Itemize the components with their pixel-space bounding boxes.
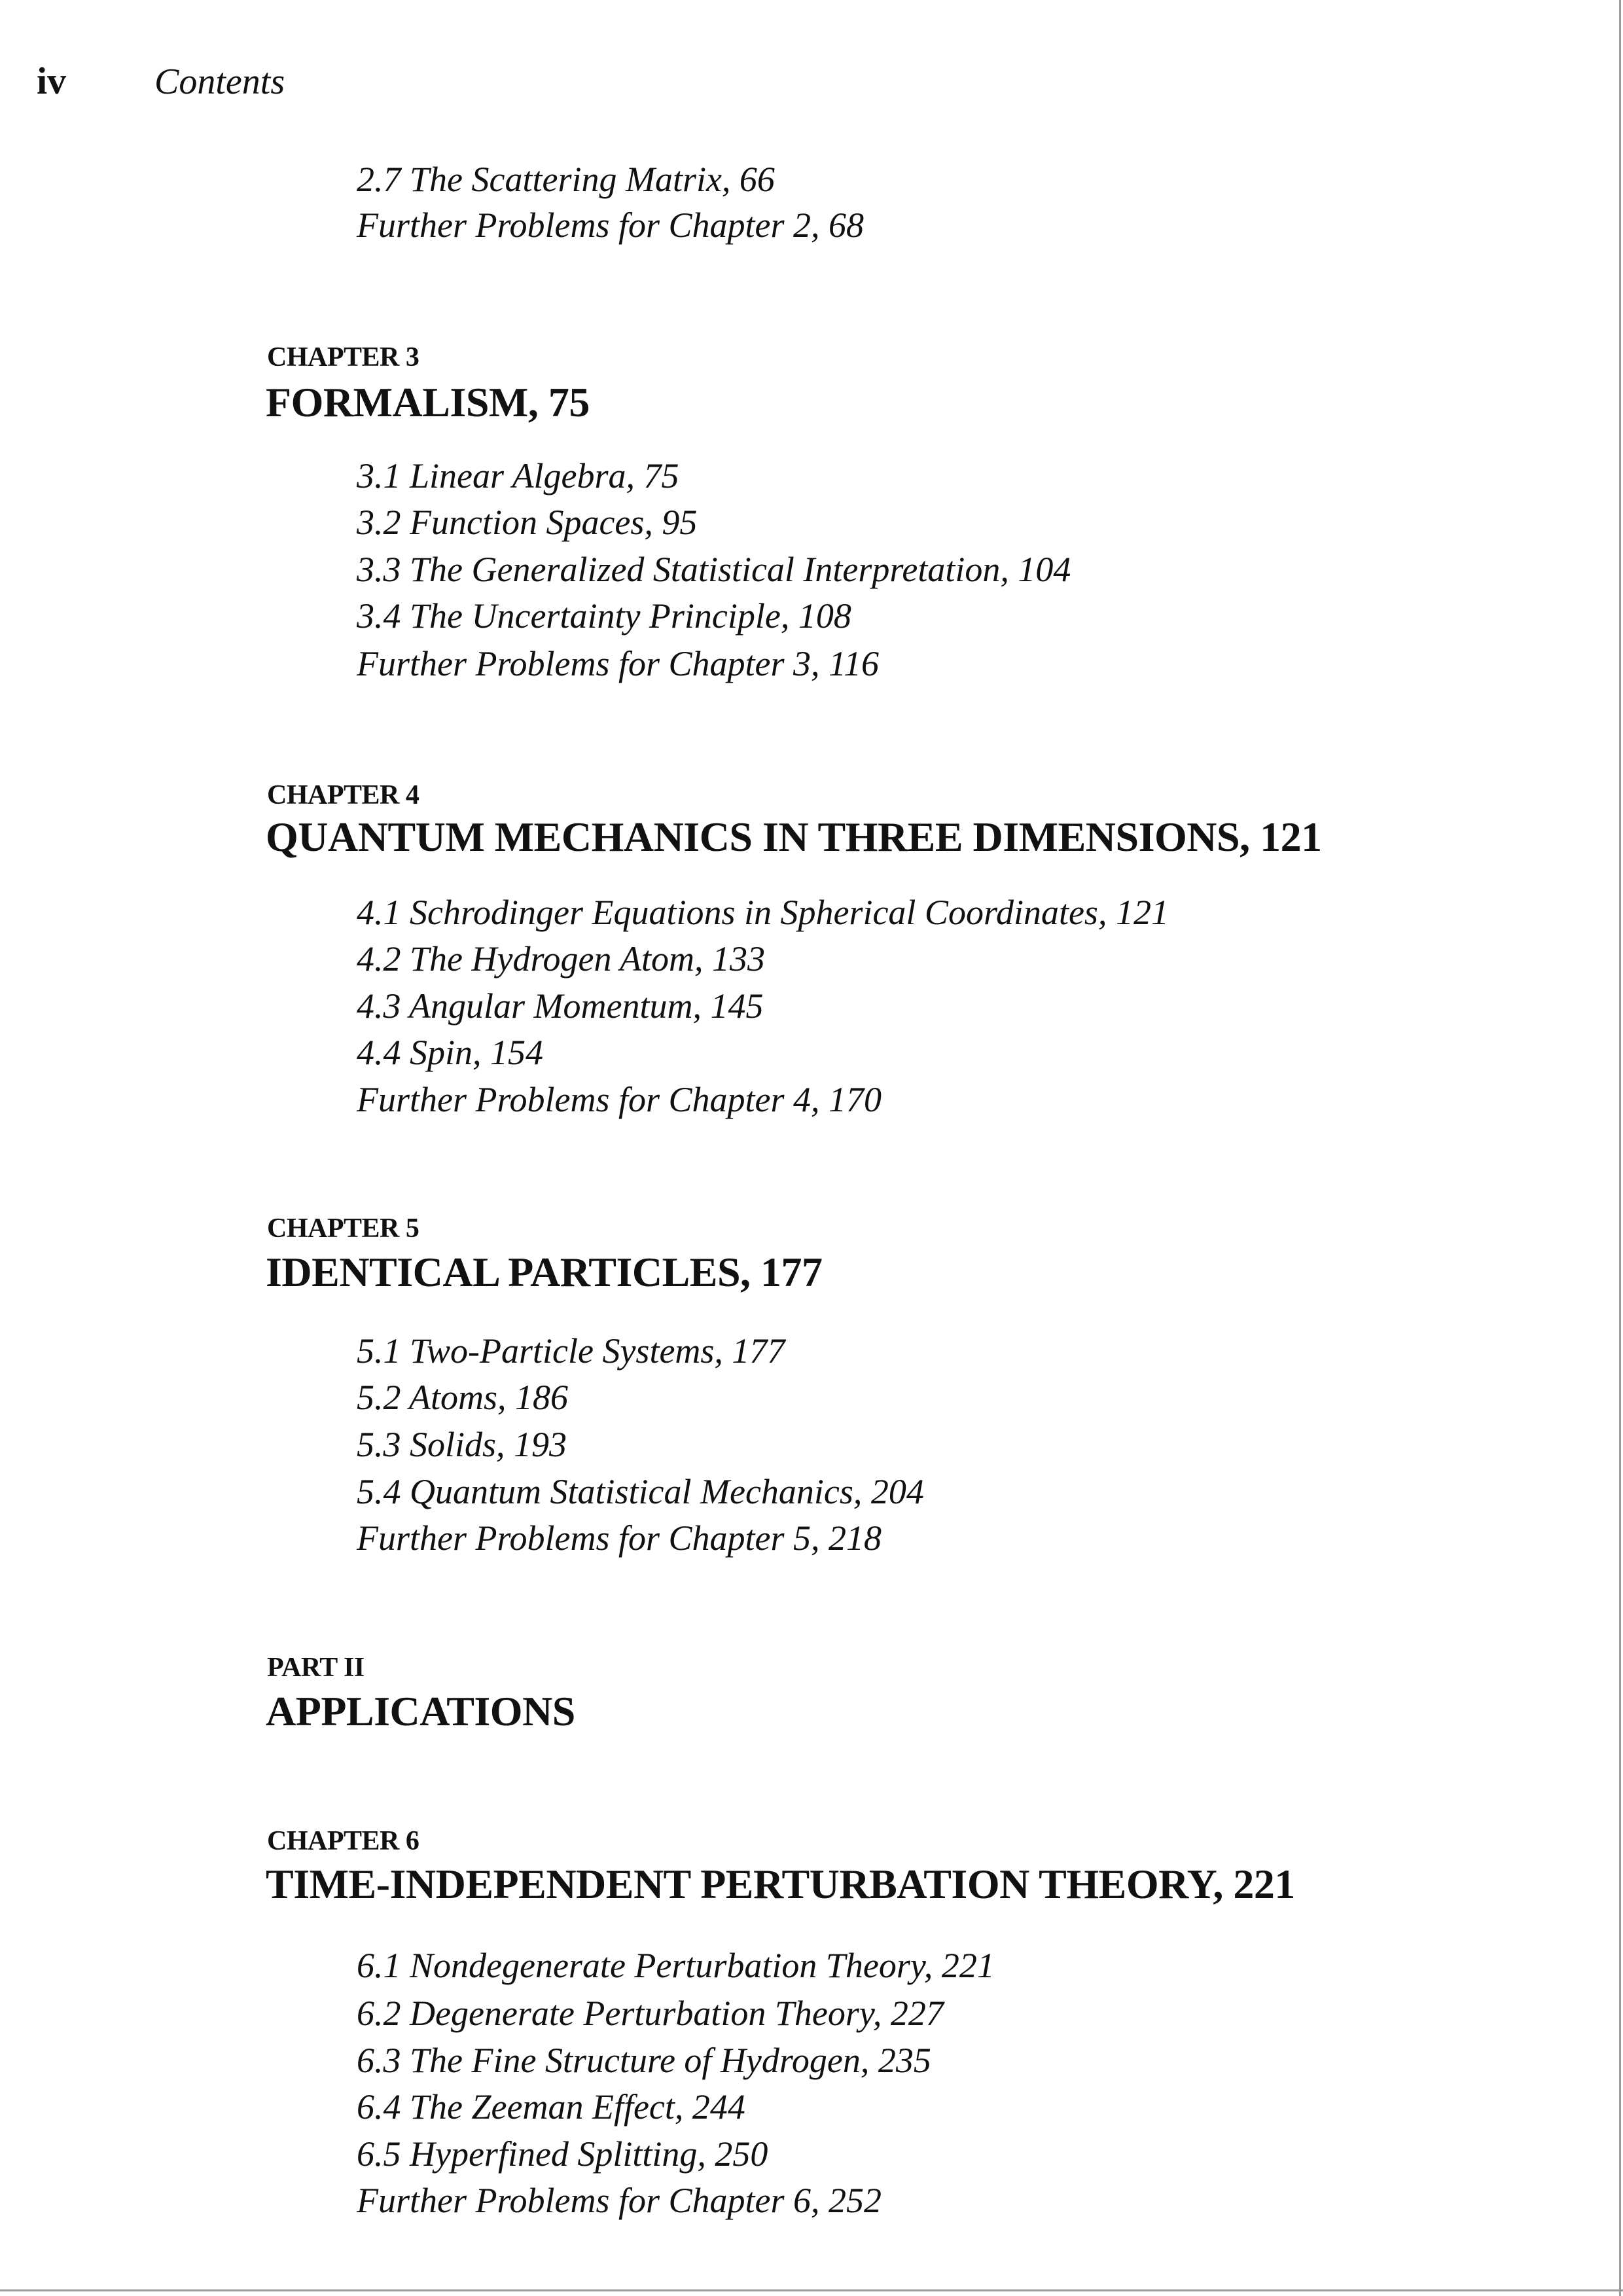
toc-entry: Further Problems for Chapter 5, 218 — [357, 1518, 882, 1558]
toc-entry: Further Problems for Chapter 3, 116 — [357, 644, 879, 683]
running-head — [37, 59, 285, 111]
toc-entry: 5.4 Quantum Statistical Mechanics, 204 — [357, 1472, 924, 1511]
toc-entry: 4.2 The Hydrogen Atom, 133 — [357, 939, 765, 978]
toc-entry: 6.1 Nondegenerate Perturbation Theory, 221 — [357, 1946, 995, 1985]
toc-entry: 5.3 Solids, 193 — [357, 1425, 567, 1464]
toc-entry: 3.2 Function Spaces, 95 — [357, 503, 698, 542]
page-folio: iv — [37, 60, 67, 102]
toc-entry: 2.7 The Scattering Matrix, 66 — [357, 160, 775, 199]
chapter-title: FORMALISM, 75 — [266, 379, 590, 425]
toc-entry: 4.4 Spin, 154 — [357, 1033, 544, 1072]
toc-entry: 3.4 The Uncertainty Principle, 108 — [357, 596, 851, 636]
chapter-label: CHAPTER 4 — [267, 780, 419, 810]
chapter-label: CHAPTER 3 — [267, 342, 419, 372]
toc-entry: 3.3 The Generalized Statistical Interpretation, 104 — [357, 550, 1071, 589]
page-edge-right — [1619, 0, 1621, 2296]
chapter-title: IDENTICAL PARTICLES, 177 — [266, 1249, 823, 1295]
part-label: PART II — [267, 1653, 365, 1683]
toc-entry: 3.1 Linear Algebra, 75 — [357, 456, 679, 495]
chapter-title: QUANTUM MECHANICS IN THREE DIMENSIONS, 121 — [266, 814, 1322, 860]
toc-entry: Further Problems for Chapter 2, 68 — [357, 206, 864, 245]
toc-entry: Further Problems for Chapter 6, 252 — [357, 2181, 882, 2220]
running-head-title: Contents — [154, 62, 285, 102]
toc-entry: 4.3 Angular Momentum, 145 — [357, 986, 764, 1026]
toc-entry: 6.5 Hyperfined Splitting, 250 — [357, 2134, 768, 2174]
chapter-label: CHAPTER 5 — [267, 1213, 419, 1244]
chapter-title: TIME-INDEPENDENT PERTURBATION THEORY, 221 — [266, 1861, 1295, 1907]
chapter-label: CHAPTER 6 — [267, 1826, 419, 1856]
page-edge-bottom — [0, 2289, 1623, 2291]
toc-entry: 6.2 Degenerate Perturbation Theory, 227 — [357, 1994, 944, 2033]
toc-entry: 6.3 The Fine Structure of Hydrogen, 235 — [357, 2041, 931, 2080]
toc-entry: 4.1 Schrodinger Equations in Spherical Coordinates, 121 — [357, 893, 1169, 932]
toc-entry: 6.4 The Zeeman Effect, 244 — [357, 2087, 745, 2126]
toc-entry: Further Problems for Chapter 4, 170 — [357, 1080, 882, 1119]
toc-entry: 5.1 Two-Particle Systems, 177 — [357, 1331, 785, 1371]
toc-entry: 5.2 Atoms, 186 — [357, 1378, 569, 1417]
part-title: APPLICATIONS — [266, 1688, 575, 1734]
